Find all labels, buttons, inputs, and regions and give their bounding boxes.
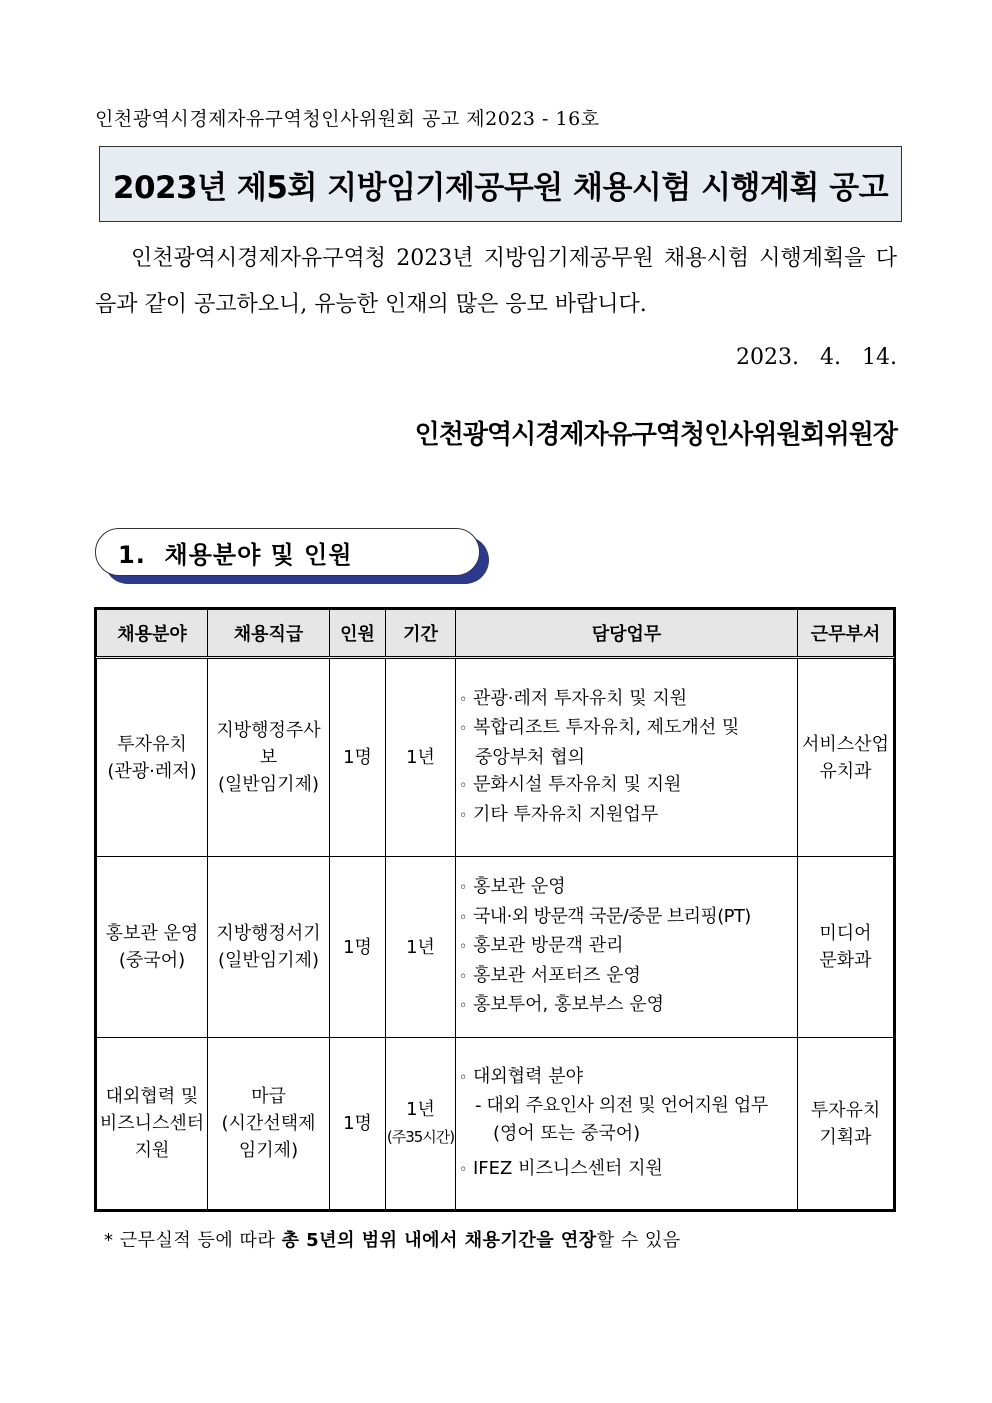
cell-count: 1명: [330, 658, 386, 857]
bullet-icon: ◦: [459, 909, 468, 926]
title-box: [99, 146, 902, 222]
notice-number: 인천광역시경제자유구역청인사위원회 공고 제2023 - 16호: [95, 108, 600, 130]
header-period: 기간: [386, 610, 456, 658]
cell-grade: 마급 (시간선택제 임기제): [208, 1038, 330, 1210]
cell-period: 1년 (주35시간): [386, 1038, 456, 1210]
header-duties: 담당업무: [456, 610, 798, 658]
cell-duties: [456, 857, 798, 1038]
intro-paragraph: 인천광역시경제자유구역청 2023년 지방임기제공무원 채용시험 시행계획을 다음과 같이 공고하오니, 유능한 인재의 많은 응모 바랍니다.: [95, 246, 897, 317]
cell-count: 1명: [330, 1038, 386, 1210]
page-title: 2023년 제5회 지방임기제공무원 채용시험 시행계획 공고: [112, 169, 889, 206]
cell-count: 1명: [330, 857, 386, 1038]
bullet-icon: ◦: [459, 721, 468, 738]
table-row: [97, 857, 894, 1038]
bullet-icon: ◦: [459, 998, 468, 1015]
duty-item: ◦ 대외협력 분야: [459, 1063, 793, 1093]
header-grade: 채용직급: [208, 610, 330, 658]
cell-grade: 지방행정서기 (일반임기제): [208, 857, 330, 1038]
duty-sub-item: - 대외 주요인사 의전 및 언어지원 업무: [475, 1095, 768, 1116]
section-number: 1.: [118, 540, 146, 569]
duty-item: ◦ 홍보관 서포터즈 운영: [459, 962, 793, 992]
table-row: [97, 1038, 894, 1210]
section-title: 채용분야 및 인원: [164, 540, 353, 569]
cell-dept: 투자유치 기획과: [798, 1038, 894, 1210]
duty-item: ◦ 홍보관 운영: [459, 873, 793, 903]
cell-period: 1년: [386, 857, 456, 1038]
bullet-icon: ◦: [459, 880, 468, 897]
footnote: * 근무실적 등에 따라 총 5년의 범위 내에서 채용기간을 연장할 수 있음: [104, 1230, 681, 1251]
cell-period: 1년: [386, 658, 456, 857]
duty-item: ◦ 국내·외 방문객 국문/중문 브리핑(PT): [459, 903, 793, 933]
cell-dept: 서비스산업 유치과: [798, 658, 894, 857]
duty-item: ◦ 홍보투어, 홍보부스 운영: [459, 991, 793, 1021]
section-heading: [95, 528, 480, 576]
bullet-icon: ◦: [459, 691, 468, 708]
bullet-icon: ◦: [459, 807, 468, 824]
header-count: 인원: [330, 610, 386, 658]
duty-item: ◦ 기타 투자유치 지원업무: [459, 801, 793, 831]
duty-item: ◦ 복합리조트 투자유치, 제도개선 및: [459, 714, 793, 744]
recruitment-table: [96, 609, 894, 1210]
duty-continuation: (영어 또는 중국어): [493, 1122, 641, 1144]
duty-item: ◦ 홍보관 방문객 관리: [459, 932, 793, 962]
cell-field: 홍보관 운영 (중국어): [97, 857, 208, 1038]
cell-field: 투자유치 (관광·레저): [97, 658, 208, 857]
bullet-icon: ◦: [459, 939, 468, 956]
bullet-icon: ◦: [459, 1162, 468, 1178]
period-note: (주35시간): [386, 1128, 455, 1146]
bullet-icon: ◦: [459, 1069, 468, 1086]
table-row: [97, 658, 894, 857]
cell-dept: 미디어 문화과: [798, 857, 894, 1038]
duty-item: ◦ 문화시설 투자유치 및 지원: [459, 771, 793, 801]
bullet-icon: ◦: [459, 968, 468, 985]
duty-item: ◦ 관광·레저 투자유치 및 지원: [459, 685, 793, 715]
duty-item: ◦ IFEZ 비즈니스센터 지원: [459, 1155, 793, 1185]
signer: 인천광역시경제자유구역청인사위원회위원장: [414, 420, 897, 450]
cell-grade: 지방행정주사보 (일반임기제): [208, 658, 330, 857]
bullet-icon: ◦: [459, 778, 468, 795]
header-field: 채용분야: [97, 610, 208, 658]
cell-duties: [456, 658, 798, 857]
announcement-date: 2023. 4. 14.: [736, 345, 897, 370]
table-header-row: [97, 610, 894, 658]
header-dept: 근무부서: [798, 610, 894, 658]
cell-field: 대외협력 및 비즈니스센터 지원: [97, 1038, 208, 1210]
duty-continuation: 중앙부처 협의: [475, 746, 586, 768]
cell-duties: [456, 1038, 798, 1210]
footnote-emphasis: 총 5년의 범위 내에서 채용기간을 연장: [281, 1230, 597, 1251]
